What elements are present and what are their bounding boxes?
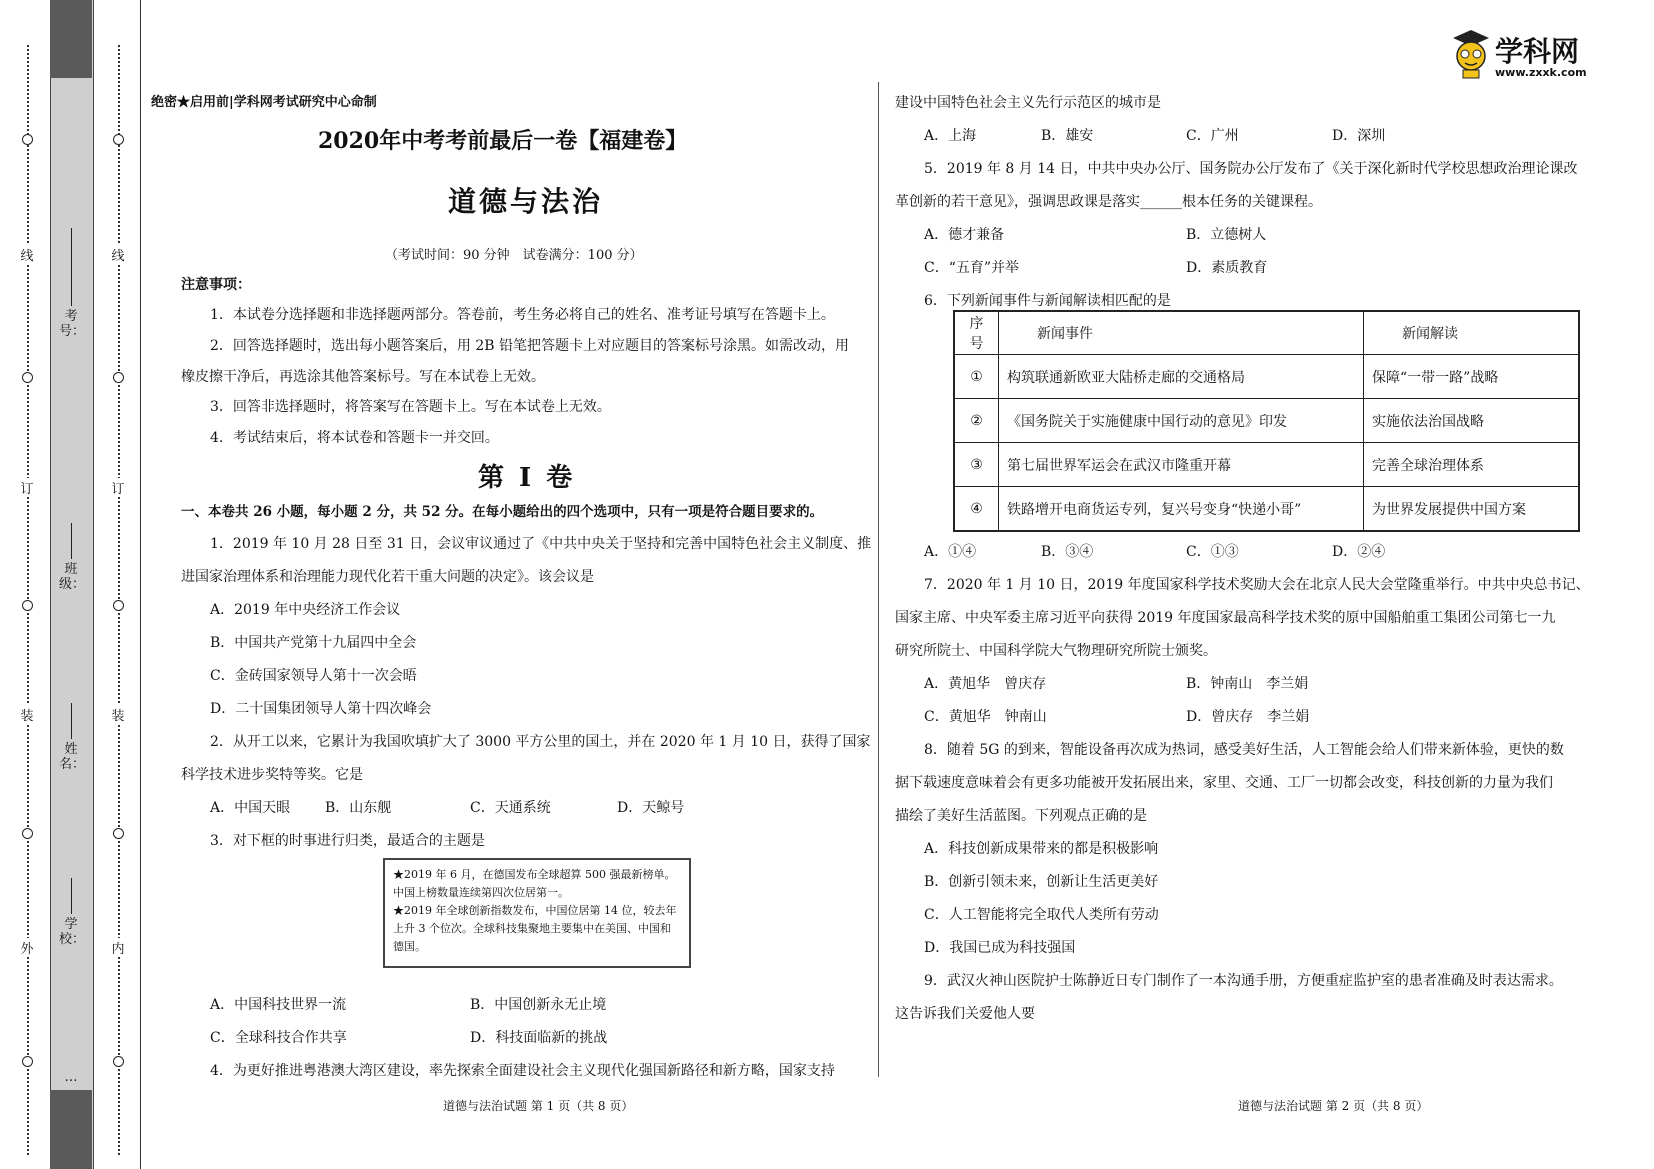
section-title: 第 Ⅰ 卷 (478, 463, 576, 493)
q4-option-c[interactable]: C．广州 (1186, 128, 1239, 144)
hole-marker (113, 1056, 124, 1067)
cut-label: 订 (110, 478, 126, 497)
hole-marker (22, 600, 33, 611)
logo-url: www.zxxk.com (1495, 66, 1587, 79)
cut-label: 订 (19, 478, 35, 497)
q4-option-d[interactable]: D．深圳 (1332, 128, 1386, 144)
q9-stem: 9．武汉火神山医院护士陈静近日专门制作了一本沟通手册，方便重症监护室的患者准确及时表达需求。 (924, 973, 1563, 989)
table-header: 新闻事件 (999, 311, 1364, 355)
q6-option-c[interactable]: C．①③ (1186, 544, 1239, 560)
q3-option-d[interactable]: D．科技面临新的挑战 (470, 1030, 608, 1046)
q6-option-d[interactable]: D．②④ (1332, 544, 1386, 560)
table-cell: ③ (954, 443, 999, 487)
note-item: 1．本试卷分选择题和非选择题两部分。答卷前，考生务必将自己的姓名、准考证号填写在答题卡上。 (210, 307, 835, 323)
subject-title: 道德与法治 (448, 185, 604, 218)
q5-option-c[interactable]: C．“五育”并举 (924, 260, 1020, 276)
q7-stem: 国家主席、中央军委主席习近平向获得 2019 年度国家最高科学技术奖的原中国船舶重工集团公司第七一九 (895, 610, 1556, 626)
hole-marker (22, 372, 33, 383)
table-cell: 《国务院关于实施健康中国行动的意见》印发 (999, 399, 1364, 443)
q1-option-b[interactable]: B．中国共产党第十九届四中全会 (210, 635, 417, 651)
q2-stem: 科学技术进步奖特等奖。它是 (181, 767, 363, 783)
q6-news-table (953, 310, 1580, 532)
q3-option-c[interactable]: C．全球科技合作共享 (210, 1030, 347, 1046)
q2-stem: 2．从开工以来，它累计为我国吹填扩大了 3000 平方公里的国土，并在 2020 年 1 月 10 日，获得了国家 (210, 734, 871, 750)
q7-stem: 7．2020 年 1 月 10 日，2019 年度国家科学技术奖励大会在北京人民大会堂隆重举行。中共中央总书记、 (924, 577, 1590, 593)
q7-option-c[interactable]: C．黄旭华 钟南山 (924, 709, 1047, 725)
hole-marker (113, 828, 124, 839)
q1-stem: 进国家治理体系和治理能力现代化若干重大问题的决定》。该会议是 (181, 569, 594, 585)
q2-option-a[interactable]: A．中国天眼 (210, 800, 291, 816)
q6-stem: 6．下列新闻事件与新闻解读相匹配的是 (924, 293, 1171, 309)
note-item: 3．回答非选择题时，将答案写在答题卡上。写在本试卷上无效。 (210, 399, 611, 415)
hole-marker (113, 134, 124, 145)
hole-marker (113, 372, 124, 383)
q4-option-b[interactable]: B．雄安 (1041, 128, 1094, 144)
q3-box-item: ★2019 年 6 月，在德国发布全球超算 500 强最新榜单。中国上榜数量连续第四次位居第一。 (393, 868, 676, 899)
q8-option-a[interactable]: A．科技创新成果带来的都是积极影响 (924, 841, 1159, 857)
cut-label: 线 (19, 245, 35, 264)
exam-title: 2020年中考考前最后一卷【福建卷】 (318, 128, 688, 154)
q4-stem: 4．为更好推进粤港澳大湾区建设，率先探索全面建设社会主义现代化强国新路径和新方略，国家支持 (210, 1063, 835, 1079)
cut-label: 内 (110, 938, 126, 957)
q6-option-a[interactable]: A．①④ (924, 544, 977, 560)
q5-option-b[interactable]: B．立德树人 (1186, 227, 1267, 243)
strip-cap-bottom (50, 1090, 92, 1169)
q2-option-c[interactable]: C．天通系统 (470, 800, 551, 816)
dots: … (64, 1070, 78, 1085)
q1-option-a[interactable]: A．2019 年中央经济工作会议 (210, 602, 401, 618)
q8-option-c[interactable]: C．人工智能将完全取代人类所有劳动 (924, 907, 1159, 923)
q5-stem: 5．2019 年 8 月 14 日，中共中央办公厅、国务院办公厅发布了《关于深化新时代学校思想政治理论课改 (924, 161, 1578, 177)
footer-right: 道德与法治试题 第 2 页（共 8 页） (1238, 1099, 1429, 1113)
school-field[interactable]: 学校： (59, 875, 83, 947)
section-instruction: 一、本卷共 26 小题，每小题 2 分，共 52 分。在每小题给出的四个选项中，只有一项是符合题目要求的。 (181, 504, 824, 520)
note-item: 4．考试结束后，将本试卷和答题卡一并交回。 (210, 430, 499, 446)
table-cell: 实施依法治国战略 (1364, 399, 1580, 443)
q4-option-a[interactable]: A．上海 (924, 128, 977, 144)
q5-stem: 革创新的若干意见》，强调思政课是落实______根本任务的关键课程。 (895, 194, 1322, 210)
q3-box-item: ★2019 年全球创新指数发布，中国位居第 14 位，较去年上升 3 个位次。全球科技集聚地主要集中在美国、中国和德国。 (393, 904, 677, 953)
hole-marker (22, 1056, 33, 1067)
q1-option-d[interactable]: D．二十国集团领导人第十四次峰会 (210, 701, 432, 717)
q6-option-b[interactable]: B．③④ (1041, 544, 1094, 560)
time-info: （考试时间：90 分钟 试卷满分：100 分） (385, 248, 643, 263)
table-row (954, 399, 1579, 443)
q8-stem: 描绘了美好生活蓝图。下列观点正确的是 (895, 808, 1147, 824)
table-header: 序号 (954, 311, 999, 355)
table-row (954, 487, 1579, 532)
q8-option-d[interactable]: D．我国已成为科技强国 (924, 940, 1076, 956)
hole-marker (113, 600, 124, 611)
table-cell: ② (954, 399, 999, 443)
q9-stem: 这告诉我们关爱他人要 (895, 1006, 1035, 1022)
table-header: 新闻解读 (1364, 311, 1580, 355)
table-header-row (954, 311, 1579, 355)
q1-stem: 1．2019 年 10 月 28 日至 31 日，会议审议通过了《中共中央关于坚持和完善中国特色社会主义制度、推 (210, 536, 872, 552)
brand-logo (1449, 28, 1589, 82)
cut-label: 装 (19, 705, 35, 724)
q3-news-box (383, 858, 691, 968)
strip-cap-top (50, 0, 92, 78)
q3-option-b[interactable]: B．中国创新永无止境 (470, 997, 607, 1013)
q8-option-b[interactable]: B．创新引领未来，创新让生活更美好 (924, 874, 1159, 890)
q3-stem: 3．对下框的时事进行归类，最适合的主题是 (210, 833, 485, 849)
binding-margin (0, 0, 141, 1169)
q2-option-d[interactable]: D．天鲸号 (617, 800, 685, 816)
table-row (954, 443, 1579, 487)
notes-heading: 注意事项： (181, 277, 251, 293)
q8-stem: 8．随着 5G 的到来，智能设备再次成为热词，感受美好生活，人工智能会给人们带来新体验，更快的数 (924, 742, 1564, 758)
q7-stem: 研究所院士、中国科学院大气物理研究所院士颁奖。 (895, 643, 1217, 659)
class-field[interactable]: 班级： (59, 520, 83, 592)
note-item: 2．回答选择题时，选出每小题答案后，用 2B 铅笔把答题卡上对应题目的答案标号涂黑。如需改动，用 (210, 338, 850, 354)
footer-left: 道德与法治试题 第 1 页（共 8 页） (443, 1099, 634, 1113)
q7-option-d[interactable]: D．曾庆存 李兰娟 (1186, 709, 1310, 725)
table-cell: 第七届世界军运会在武汉市隆重开幕 (999, 443, 1364, 487)
hole-marker (22, 134, 33, 145)
cut-label: 外 (19, 938, 35, 957)
confidential-note: 绝密★启用前|学科网考试研究中心命制 (151, 95, 377, 110)
table-cell: 构筑联通新欧亚大陆桥走廊的交通格局 (999, 355, 1364, 399)
q2-option-b[interactable]: B．山东舰 (325, 800, 392, 816)
cut-label: 线 (110, 245, 126, 264)
q7-option-a[interactable]: A．黄旭华 曾庆存 (924, 676, 1047, 692)
table-cell: 铁路增开电商货运专列，复兴号变身“快递小哥” (999, 487, 1364, 532)
table-cell: ① (954, 355, 999, 399)
table-cell: 保障“一带一路”战略 (1364, 355, 1580, 399)
page-divider (878, 82, 879, 1077)
table-cell: 为世界发展提供中国方案 (1364, 487, 1580, 532)
q5-option-d[interactable]: D．素质教育 (1186, 260, 1268, 276)
table-row (954, 355, 1579, 399)
cut-label: 装 (110, 705, 126, 724)
note-item: 橡皮擦干净后，再选涂其他答案标号。写在本试卷上无效。 (181, 369, 545, 385)
table-cell: 完善全球治理体系 (1364, 443, 1580, 487)
logo-name: 学科网 (1495, 35, 1580, 68)
q5-option-a[interactable]: A．德才兼备 (924, 227, 1005, 243)
name-field[interactable]: 姓名： (59, 700, 83, 772)
mascot-icon (1449, 28, 1493, 80)
q7-option-b[interactable]: B．钟南山 李兰娟 (1186, 676, 1309, 692)
q8-stem: 据下载速度意味着会有更多功能被开发拓展出来，家里、交通、工厂一切都会改变，科技创新的力量为我们 (895, 775, 1553, 791)
q4-stem: 建设中国特色社会主义先行示范区的城市是 (895, 95, 1161, 111)
hole-marker (22, 828, 33, 839)
exam-number-field[interactable]: 考号： (59, 225, 83, 339)
q1-option-c[interactable]: C．金砖国家领导人第十一次会晤 (210, 668, 417, 684)
q3-option-a[interactable]: A．中国科技世界一流 (210, 997, 347, 1013)
table-cell: ④ (954, 487, 999, 532)
